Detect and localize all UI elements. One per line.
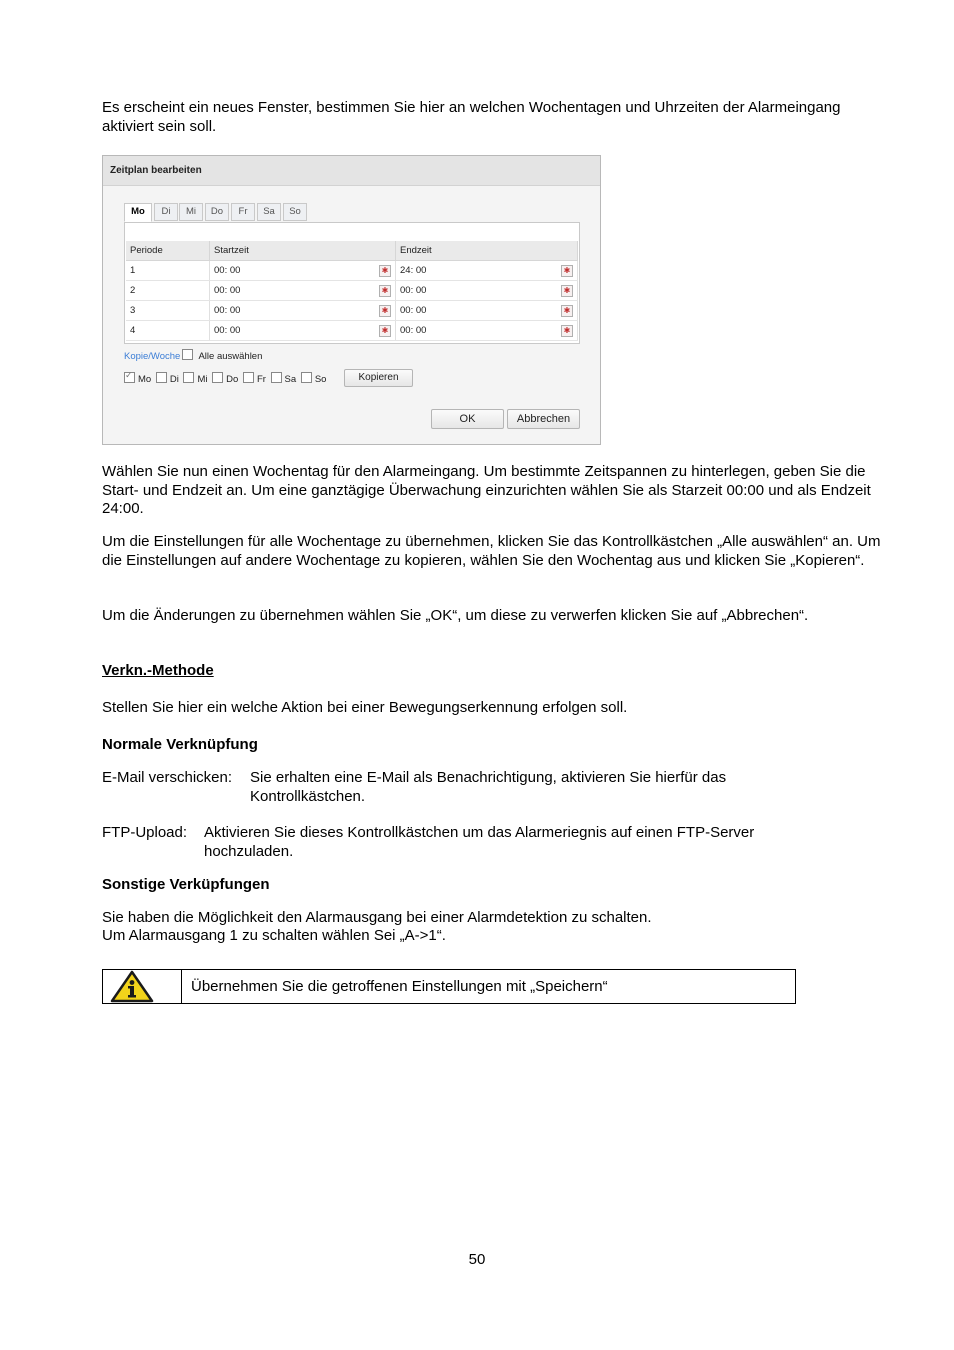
period-cell: 1 <box>126 261 210 281</box>
paragraph-weekday: Wählen Sie nun einen Wochentag für den Alarmeingang. Um bestimmte Zeitspannen zu hinterlegen, geben Sie die Start- und Endzeit an. Um eine ganztägige Überwachung einzurichten wählen Sie als Starzeit 00:00 und als Endzeit 24:00. <box>102 463 871 517</box>
start-time-value: 00: 00 <box>214 325 241 336</box>
table-row <box>126 281 578 301</box>
clock-icon[interactable]: ✱ <box>379 285 391 297</box>
period-cell: 2 <box>126 281 210 301</box>
day-checkbox-sa[interactable] <box>271 372 282 383</box>
clock-icon[interactable]: ✱ <box>561 265 573 277</box>
day-label: Mi <box>197 374 208 385</box>
tab-mi[interactable]: Mi <box>179 203 203 221</box>
clock-icon[interactable]: ✱ <box>561 325 573 337</box>
end-time-field[interactable] <box>396 301 578 321</box>
end-time-field[interactable] <box>396 321 578 341</box>
day-checkbox-do[interactable] <box>212 372 223 383</box>
column-header-end: Endzeit <box>396 241 578 261</box>
clock-icon[interactable]: ✱ <box>379 325 391 337</box>
day-label: Mo <box>138 374 152 385</box>
clock-icon[interactable]: ✱ <box>561 285 573 297</box>
start-time-field[interactable] <box>210 321 396 341</box>
end-time-value: 00: 00 <box>400 305 427 316</box>
select-all-label: Alle auswählen <box>198 351 263 362</box>
day-label: Fr <box>256 374 266 385</box>
day-label: Di <box>169 374 179 385</box>
day-checkbox-so[interactable] <box>301 372 312 383</box>
info-warning-icon <box>103 970 182 1003</box>
dialog-title: Zeitplan bearbeiten <box>110 165 202 176</box>
copy-button[interactable]: Kopieren <box>344 369 413 387</box>
period-table-container <box>124 222 580 344</box>
day-label: Do <box>226 374 239 385</box>
section-intro: Stellen Sie hier ein welche Aktion bei einer Bewegungserkennung erfolgen soll. <box>102 699 628 716</box>
day-checkbox-di[interactable] <box>156 372 167 383</box>
ftp-term: FTP-Upload: <box>102 824 188 841</box>
table-row <box>126 301 578 321</box>
clock-icon[interactable]: ✱ <box>379 265 391 277</box>
info-note-box <box>102 969 796 1004</box>
period-table <box>126 241 578 341</box>
copy-days-row <box>124 372 326 385</box>
other-line-2: Um Alarmausgang 1 zu schalten wählen Sei „A->1“. <box>102 927 446 944</box>
column-header-start: Startzeit <box>210 241 396 261</box>
paragraph-ok-cancel: Um die Änderungen zu übernehmen wählen Sie „OK“, um diese zu verwerfen klicken Sie auf „Abbrechen“. <box>102 607 809 624</box>
tab-fr[interactable]: Fr <box>231 203 255 221</box>
start-time-value: 00: 00 <box>214 305 241 316</box>
copy-week-link[interactable]: Kopie/Woche <box>124 351 181 362</box>
dialog-header <box>103 156 600 186</box>
day-label: So <box>314 374 327 385</box>
intro-paragraph: Es erscheint ein neues Fenster, bestimmen Sie hier an welchen Wochentagen und Uhrzeiten der Alarmeingang aktiviert sein soll. <box>102 99 841 135</box>
tab-sa[interactable]: Sa <box>257 203 281 221</box>
start-time-field[interactable] <box>210 281 396 301</box>
period-cell: 4 <box>126 321 210 341</box>
day-checkbox-fr[interactable] <box>243 372 254 383</box>
ok-button[interactable]: OK <box>431 409 504 429</box>
copy-week-row <box>124 349 262 362</box>
paragraph-select-all: Um die Einstellungen für alle Wochentage zu übernehmen, klicken Sie das Kontrollkästchen „Alle auswählen“ an. Um die Einstellungen auf andere Wochentage zu kopieren, wählen Sie den Wochentag aus und klicken Sie „Kopieren“. <box>102 533 881 569</box>
day-checkbox-mi[interactable] <box>183 372 194 383</box>
email-term: E-Mail verschicken: <box>102 769 233 786</box>
email-description: Sie erhalten eine E-Mail als Benachrichtigung, aktivieren Sie hierfür das Kontrollkästchen. <box>250 769 727 805</box>
schedule-dialog <box>102 155 601 445</box>
clock-icon[interactable]: ✱ <box>379 305 391 317</box>
table-row <box>126 321 578 341</box>
end-time-field[interactable] <box>396 261 578 281</box>
column-header-period: Periode <box>126 241 210 261</box>
ftp-description: Aktivieren Sie dieses Kontrollkästchen um das Alarmeriegnis auf einen FTP-Server hochzuladen. <box>204 824 755 860</box>
start-time-field[interactable] <box>210 301 396 321</box>
other-link-heading: Sonstige Verküpfungen <box>102 876 270 893</box>
table-header <box>126 241 578 261</box>
select-all-checkbox[interactable] <box>182 349 193 360</box>
start-time-field[interactable] <box>210 261 396 281</box>
start-time-value: 00: 00 <box>214 265 241 276</box>
clock-icon[interactable]: ✱ <box>561 305 573 317</box>
table-row <box>126 261 578 281</box>
period-cell: 3 <box>126 301 210 321</box>
end-time-value: 00: 00 <box>400 325 427 336</box>
end-time-value: 24: 00 <box>400 265 427 276</box>
tab-di[interactable]: Di <box>154 203 178 221</box>
cancel-button[interactable]: Abbrechen <box>507 409 580 429</box>
end-time-value: 00: 00 <box>400 285 427 296</box>
tab-so[interactable]: So <box>283 203 307 221</box>
section-heading: Verkn.-Methode <box>102 662 214 679</box>
note-text: Übernehmen Sie die getroffenen Einstellungen mit „Speichern“ <box>191 978 608 995</box>
tab-do[interactable]: Do <box>205 203 229 221</box>
normal-link-heading: Normale Verknüpfung <box>102 736 258 753</box>
page-number: 50 <box>468 1251 486 1268</box>
end-time-field[interactable] <box>396 281 578 301</box>
tab-mo[interactable]: Mo <box>124 203 152 222</box>
day-checkbox-mo[interactable] <box>124 372 135 383</box>
start-time-value: 00: 00 <box>214 285 241 296</box>
other-line-1: Sie haben die Möglichkeit den Alarmausgang bei einer Alarmdetektion zu schalten. <box>102 909 652 926</box>
day-label: Sa <box>284 374 297 385</box>
